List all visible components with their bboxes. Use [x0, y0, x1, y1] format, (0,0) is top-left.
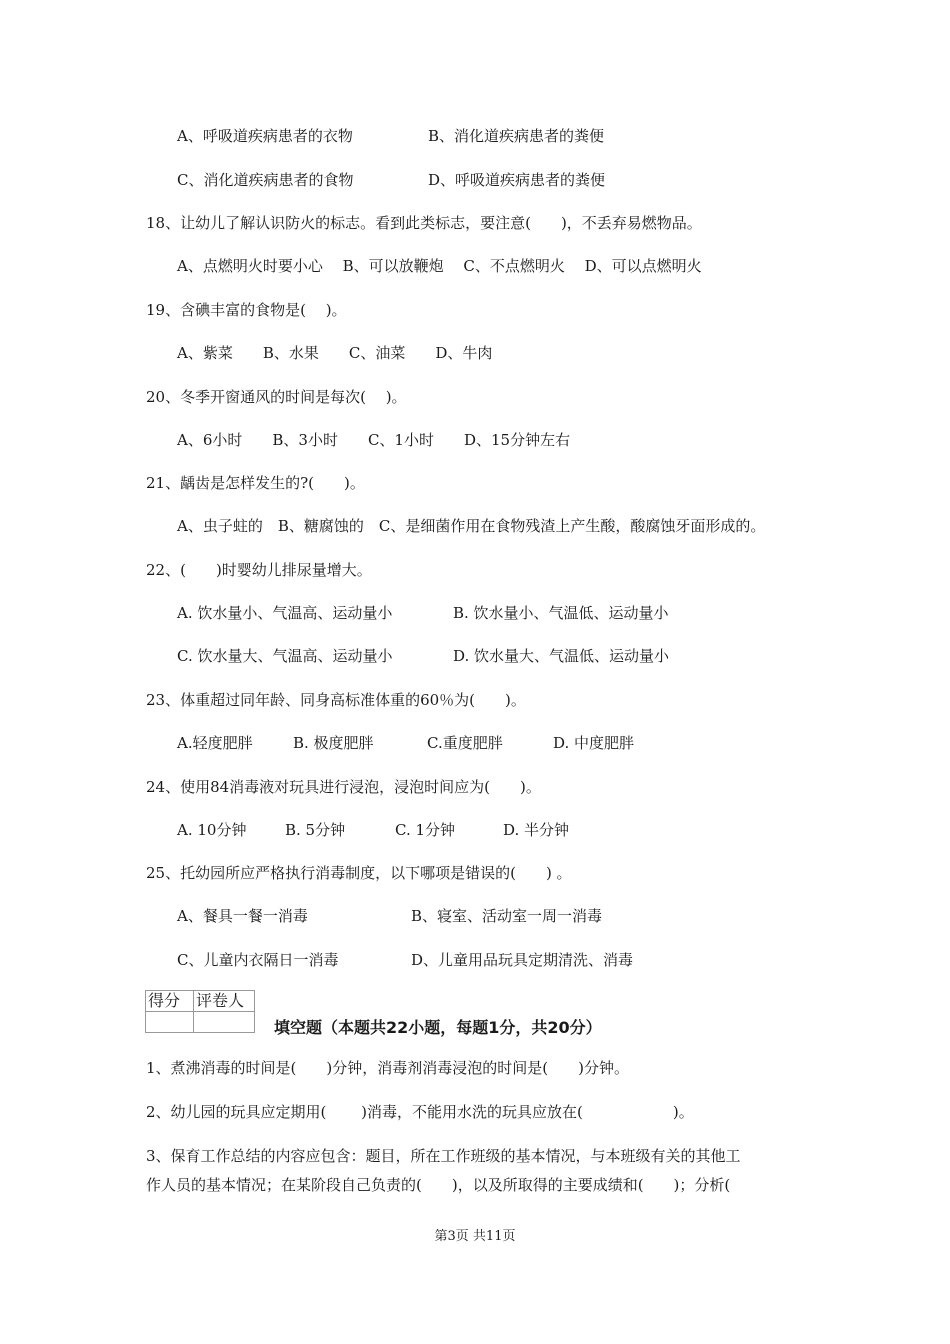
fill-question-3-line1: 3、保育工作总结的内容应包含：题目，所在工作班级的基本情况，与本班级有关的其他工	[146, 1147, 741, 1165]
q22-option-d: D. 饮水量大、气温低、运动量小	[453, 647, 670, 665]
q25-option-d: D、儿童用品玩具定期清洗、消毒	[411, 951, 634, 969]
question-24: 24、使用84消毒液对玩具进行浸泡，浸泡时间应为( )。	[146, 778, 541, 796]
fill-question-1: 1、煮沸消毒的时间是( )分钟，消毒剂消毒浸泡的时间是( )分钟。	[146, 1059, 629, 1077]
q17-option-c: C、消化道疾病患者的食物	[177, 171, 354, 189]
q25-option-c: C、儿童内衣隔日一消毒	[177, 951, 339, 969]
reviewer-label: 评卷人	[194, 991, 255, 1012]
score-label: 得分	[146, 991, 194, 1012]
q24-option-b: B. 5分钟	[285, 821, 346, 839]
q22-option-c: C. 饮水量大、气温高、运动量小	[177, 647, 393, 665]
q23-option-c: C.重度肥胖	[427, 734, 503, 752]
q22-option-b: B. 饮水量小、气温低、运动量小	[453, 604, 669, 622]
q23-option-b: B. 极度肥胖	[293, 734, 374, 752]
q25-option-b: B、寝室、活动室一周一消毒	[411, 907, 603, 925]
fill-question-3-line2: 作人员的基本情况；在某阶段自己负责的( )，以及所取得的主要成绩和( )；分析(	[146, 1176, 731, 1194]
question-20: 20、冬季开窗通风的时间是每次( )。	[146, 388, 407, 406]
question-22: 22、( )时婴幼儿排尿量增大。	[146, 561, 372, 579]
question-18-options: A、点燃明火时要小心 B、可以放鞭炮 C、不点燃明火 D、可以点燃明火	[177, 257, 702, 275]
score-cell	[146, 1012, 194, 1033]
q22-option-a: A. 饮水量小、气温高、运动量小	[177, 604, 393, 622]
question-25: 25、托幼园所应严格执行消毒制度，以下哪项是错误的( ) 。	[146, 864, 572, 882]
page-footer: 第3页 共11页	[434, 1229, 516, 1244]
question-21-options: A、虫子蛀的 B、糖腐蚀的 C、是细菌作用在食物残渣上产生酸，酸腐蚀牙面形成的。	[177, 517, 766, 535]
q23-option-d: D. 中度肥胖	[553, 734, 635, 752]
q24-option-d: D. 半分钟	[503, 821, 570, 839]
q24-option-a: A. 10分钟	[177, 821, 247, 839]
reviewer-cell	[194, 1012, 255, 1033]
question-23: 23、体重超过同年龄、同身高标准体重的60％为( )。	[146, 691, 526, 709]
q24-option-c: C. 1分钟	[395, 821, 456, 839]
fill-question-2: 2、幼儿园的玩具应定期用( )消毒，不能用水洗的玩具应放在( )。	[146, 1103, 694, 1121]
q17-option-b: B、消化道疾病患者的粪便	[428, 127, 605, 145]
question-19-options: A、紫菜 B、水果 C、油菜 D、牛肉	[177, 344, 493, 362]
section-title: 填空题（本题共22小题，每题1分，共20分）	[274, 1018, 602, 1037]
score-table	[145, 990, 255, 1033]
question-21: 21、龋齿是怎样发生的?( )。	[146, 474, 365, 492]
question-20-options: A、6小时 B、3小时 C、1小时 D、15分钟左右	[177, 431, 571, 449]
q23-option-a: A.轻度肥胖	[177, 734, 253, 752]
q25-option-a: A、餐具一餐一消毒	[177, 907, 308, 925]
q17-option-a: A、呼吸道疾病患者的衣物	[177, 127, 353, 145]
question-19: 19、含碘丰富的食物是( )。	[146, 301, 347, 319]
q17-option-d: D、呼吸道疾病患者的粪便	[428, 171, 606, 189]
question-18: 18、让幼儿了解认识防火的标志。看到此类标志，要注意( )，不丢弃易燃物品。	[146, 214, 702, 232]
